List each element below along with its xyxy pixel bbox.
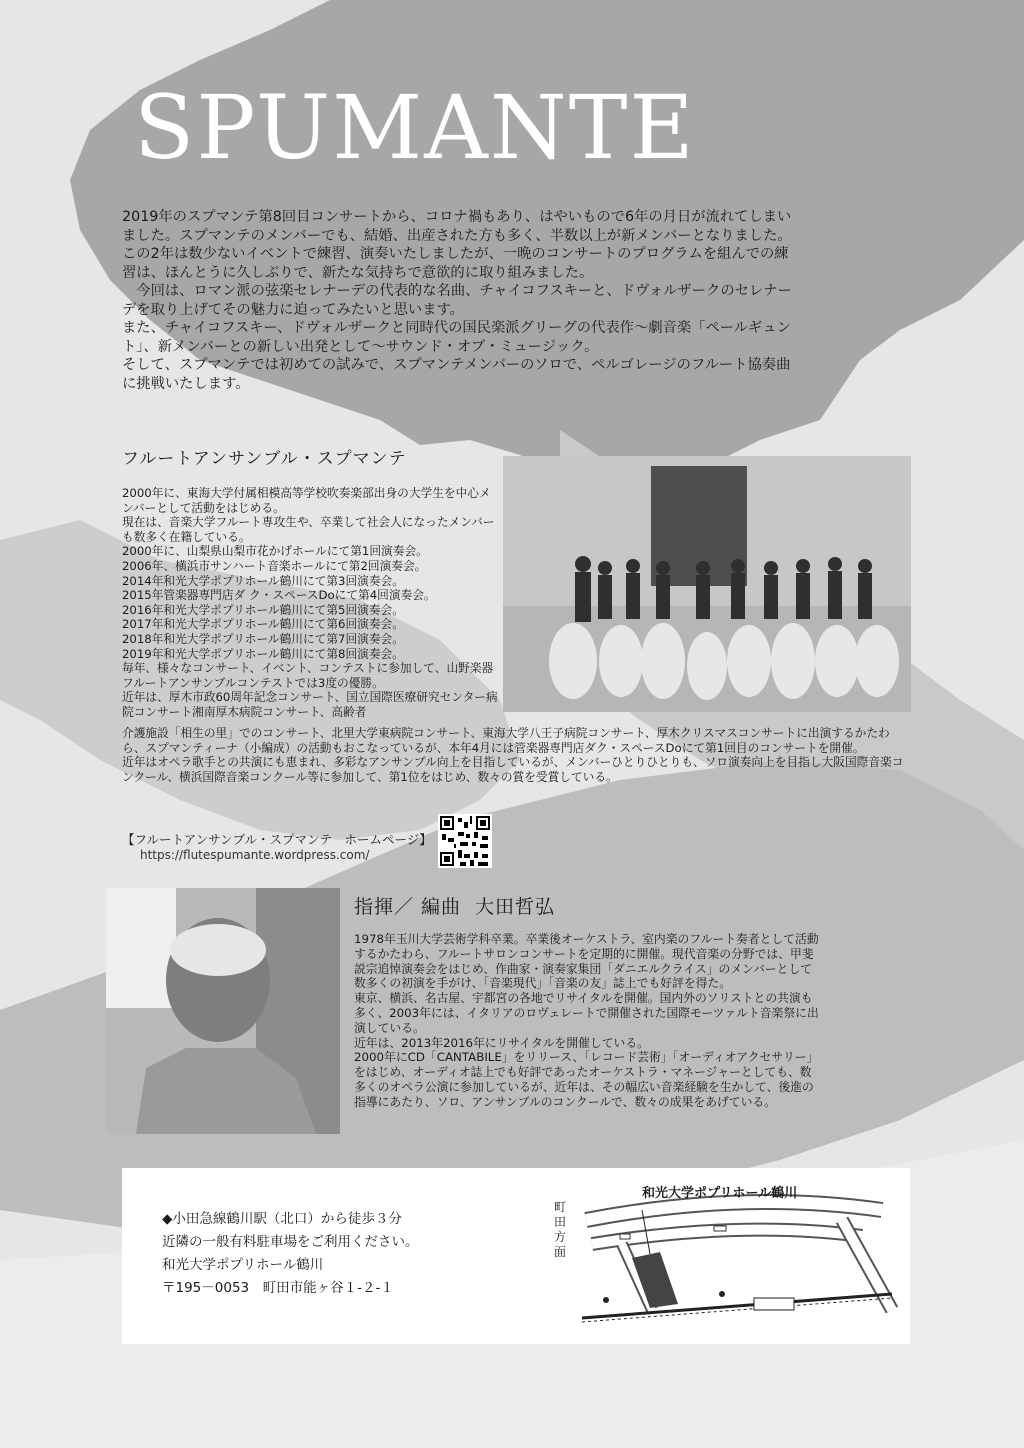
intro-paragraph: この2年は数少ないイベントで練習、演奏いたしましたが、一晩のコンサートのプログラムを組んでの練習は、ほんとうに久しぶりで、新たな気持ちで意欲的に取り組みました。 bbox=[122, 246, 789, 281]
ensemble-history-continued bbox=[122, 726, 912, 784]
history-line: 2015年管楽器専門店ダ ク・スペースDoにて第4回演奏会。 bbox=[122, 588, 436, 603]
history-line: 2000年に、東海大学付属相模高等学校吹奏楽部出身の大学生を中心メンバーとして活動をはじめる。 bbox=[122, 486, 491, 515]
history-line: 2018年和光大学ポプリホール鶴川にて第7回演奏会。 bbox=[122, 631, 404, 646]
homepage-label: 【フルートアンサンブル・スプマンテ ホームページ】 bbox=[122, 832, 432, 847]
intro-text bbox=[122, 208, 802, 393]
intro-paragraph: 2019年のスプマンテ第8回目コンサートから、コロナ禍もあり、はやいもので6年の月日が流れてしまいました。スプマンテのメンバーでも、結婚、出産された方も多く、半数以上が新メンバーとなりました。 bbox=[122, 209, 792, 244]
qr-code[interactable] bbox=[438, 814, 492, 868]
access-text bbox=[162, 1208, 419, 1300]
page-title: SPUMANTE bbox=[134, 76, 696, 179]
access-line: 近隣の一般有料駐車場をご利用ください。 bbox=[162, 1234, 419, 1250]
ensemble-heading: フルートアンサンブル・スプマンテ bbox=[122, 449, 407, 469]
intro-paragraph: また、チャイコフスキー、ドヴォルザークと同時代の国民楽派グリーグの代表作～劇音楽「ペールギュント」、新メンバーとの新しい出発として～サウンド・オブ・ミュージック。 bbox=[122, 320, 791, 355]
bio-paragraph: 近年は、2013年2016年にリサイタルを開催している。 bbox=[354, 1035, 649, 1050]
history-line: 2006年、横浜市サンハート音楽ホールにて第2回演奏会。 bbox=[122, 558, 427, 573]
homepage-url[interactable]: https://flutespumante.wordpress.com/ bbox=[140, 848, 370, 862]
history-line: 2000年に、山梨県山梨市花かげホールにて第1回演奏会。 bbox=[122, 544, 428, 559]
history-line: 2016年和光大学ポプリホール鶴川にて第5回演奏会。 bbox=[122, 602, 404, 617]
intro-paragraph: 今回は、ロマン派の弦楽セレナーデの代表的な名曲、チャイコフスキーと、ドヴォルザークのセレナーデを取り上げてその魅力に迫ってみたいと思います。 bbox=[122, 283, 792, 318]
ensemble-group-photo bbox=[503, 456, 911, 712]
bio-paragraph: 1978年玉川大学芸術学科卒業。卒業後オーケストラ、室内楽のフルート奏者として活動するかたわら、フルートサロンコンサートを定期的に開催。現代音楽の分野では、甲斐説宗追悼演奏会をはじめ、作曲家・演奏家集団「ダニエルクライス」のメンバーとして数多くの初演を手がけ、「音楽現代」「音楽の友」誌上でも好評を得た。 bbox=[354, 932, 819, 991]
history-line: 現在は、音楽大学フルート専攻生や、卒業して社会人になったメンバーも数多く在籍している。 bbox=[122, 515, 495, 544]
history-line: 2017年和光大学ポプリホール鶴川にて第6回演奏会。 bbox=[122, 617, 404, 632]
conductor-bio bbox=[354, 932, 820, 1110]
history-line: 2019年和光大学ポプリホール鶴川にて第8回演奏会。 bbox=[122, 646, 404, 661]
bio-paragraph: 東京、横浜、名古屋、宇都宮の各地でリサイタルを開催。国内外のソリストとの共演も多く、2003年には、イタリアのロヴェレートで開催された国際モーツァルト音楽祭に出演している。 bbox=[354, 991, 819, 1035]
history-line: 近年はオペラ歌手との共演にも恵まれ、多彩なアンサンブル向上を目指しているが、メンバーひとりひとりも、ソロ演奏向上を目指し大阪国際音楽コンクール、横浜国際音楽コンクール等に参加して、第1位をはじめ、数々の賞を受賞している。 bbox=[122, 755, 904, 784]
access-map bbox=[542, 1180, 902, 1336]
ensemble-history bbox=[122, 486, 502, 720]
conductor-name: 大田哲弘 bbox=[475, 896, 556, 918]
access-line: 和光大学ポプリホール鶴川 bbox=[162, 1257, 324, 1273]
map-hall-label: 和光大学ポプリホール鶴川 bbox=[642, 1186, 798, 1201]
history-line: 毎年、様々なコンサート、イベント、コンテストに参加して、山野楽器フルートアンサンブルコンテストでは3度の優勝。 bbox=[122, 661, 494, 690]
map-direction-label: 町田方面 bbox=[554, 1200, 567, 1259]
history-line: 2014年和光大学ポプリホール鶴川にて第3回演奏会。 bbox=[122, 573, 404, 588]
access-panel bbox=[122, 1168, 910, 1344]
history-line: 近年は、厚木市政60周年記念コンサート、国立国際医療研究センター病院コンサート湘南厚木病院コンサート、高齢者 bbox=[122, 690, 498, 719]
access-line: 〒195－0053 町田市能ヶ谷１-２-１ bbox=[162, 1280, 394, 1296]
intro-paragraph: そして、スプマンテでは初めての試みで、スプマンテメンバーのソロで、ペルゴレージのフルート協奏曲に挑戦いたします。 bbox=[122, 357, 791, 392]
conductor-role: 指揮／ 編曲 bbox=[354, 896, 462, 918]
conductor-heading bbox=[354, 892, 569, 919]
conductor-photo bbox=[106, 888, 340, 1134]
access-line: ◆小田急線鶴川駅（北口）から徒歩３分 bbox=[162, 1211, 402, 1227]
history-line: 介護施設「相生の里」でのコンサート、北里大学東病院コンサート、東海大学八王子病院コンサート、厚木クリスマスコンサートに出演するかたわら、スプマンティーナ（小編成）の活動もおこなっているが、本年4月には管楽器専門店ダク・スペースDoにて第1回目のコンサートを開催。 bbox=[122, 726, 890, 755]
bio-paragraph: 2000年にCD「CANTABILE」をリリース、「レコード芸術」「オーディオアクセサリー」をはじめ、オーディオ誌上でも好評であったオーケストラ・マネージャーとしても、数多くのオペラ公演に参加しているが、近年は、その幅広い音楽経験を生かして、後進の指導にあたり、ソロ、アンサンブルのコンクールで、数々の成果をあげている。 bbox=[354, 1050, 819, 1109]
